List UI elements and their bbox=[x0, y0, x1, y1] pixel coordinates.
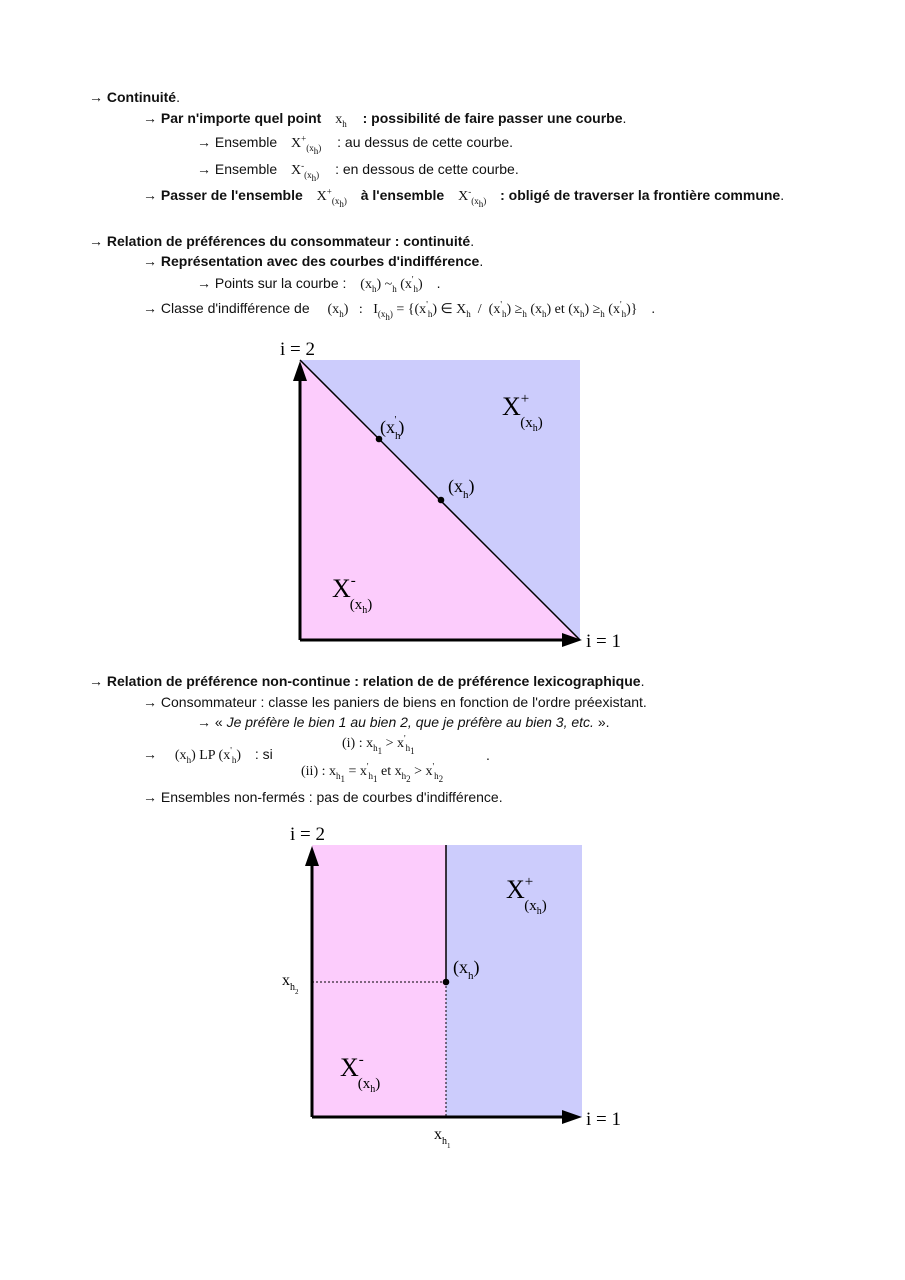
math-xminus: $X^-_{(x_h)}$ bbox=[291, 160, 320, 183]
pass-b: à l'ensemble bbox=[360, 187, 445, 203]
xplus-label: X+ (xh) bbox=[506, 874, 547, 917]
cond-i: (i) : $x_{h_1} > x'_{h_1}$ bbox=[342, 733, 415, 756]
point-xh-prime-label: ($x_h'$ ) bbox=[380, 415, 405, 442]
arrow-icon: → bbox=[197, 275, 211, 291]
ensemble-word: Ensemble bbox=[214, 134, 278, 150]
x-axis-label: i = 1 bbox=[586, 631, 621, 652]
above-text: : au dessus de cette courbe. bbox=[337, 134, 514, 150]
quote-text: Je préfère le bien 1 au bien 2, que je préfère au bien 3, etc. bbox=[226, 714, 594, 730]
nonfermes-text: Ensembles non-fermés : pas de courbes d'indifférence. bbox=[160, 789, 503, 805]
arrow-icon: → bbox=[89, 89, 103, 105]
math-indiff: $(x_h)$ $\sim_h$ $(x'_h)$ bbox=[360, 274, 423, 294]
sec1-heading: → Continuité. bbox=[89, 89, 180, 105]
sec3-heading: → Relation de préférence non-continue : relation de de préférence lexicographique. bbox=[89, 673, 645, 689]
arrow-icon: → bbox=[143, 789, 157, 805]
arrow-icon: → bbox=[197, 714, 211, 730]
sec3-lp bbox=[143, 745, 273, 765]
xminus-label: X-(xh) bbox=[332, 573, 373, 616]
sec1-line1-b: : possibilité de faire passer une courbe bbox=[362, 110, 623, 126]
arrow-icon: → bbox=[143, 253, 157, 269]
cond-ii: (ii) : $x_{h_1} = x'_{h_1}$ et $x_{h_2} > x'_{h_2}$ bbox=[301, 761, 444, 784]
points-text: Points sur la courbe : bbox=[214, 275, 347, 291]
math-xminus: $X^-_{(x_h)}$ bbox=[458, 186, 487, 209]
sec1-line1-a: Par n'importe quel point bbox=[160, 110, 322, 126]
point-xh bbox=[443, 979, 450, 986]
arrow-icon: → bbox=[197, 134, 211, 150]
xminus-label: X-(xh) bbox=[340, 1052, 381, 1095]
sec3-quote: → « Je préfère le bien 1 au bien 2, que je préfère au bien 3, etc. ». bbox=[197, 714, 610, 730]
sec2-rep: → Représentation avec des courbes d'indifférence. bbox=[143, 253, 484, 269]
point-xh-label: $(x_h)$ bbox=[448, 476, 475, 501]
math-xplus: $X^+_{(x_h)}$ bbox=[316, 186, 347, 209]
point-xh bbox=[438, 497, 445, 504]
sec2-heading: → Relation de préférences du consommateur : continuité. bbox=[89, 233, 475, 249]
sec2-title: Relation de préférences du consommateur : continuité bbox=[106, 233, 471, 249]
classe-text: Classe d'indifférence de bbox=[160, 300, 310, 316]
point-xh-label: $(x_h)$ bbox=[453, 957, 480, 982]
arrow-icon: → bbox=[143, 187, 157, 203]
arrow-icon: → bbox=[143, 110, 157, 126]
sec1-title: Continuité bbox=[106, 89, 177, 105]
sec1-pass: → Passer de l'ensemble $X^+_{(x_h)}$ à l'ensemble $X^-_{(x_h)}$ : obligé de traverser la frontière commune. bbox=[143, 186, 785, 209]
consumer-text: Consommateur : classe les paniers de biens en fonction de l'ordre préexistant. bbox=[160, 694, 647, 710]
arrow-icon: → bbox=[143, 300, 157, 316]
arrow-icon: → bbox=[89, 673, 103, 689]
rep-text: Représentation avec des courbes d'indifférence bbox=[160, 253, 480, 269]
math-classe: $(x_h)$ : $I_{(x_h)} = \{(x'_h)$ ∈ $X_h / (x'_h) \ge_h$ $(x_h)$ et $(x_h) \ge_h$ $(x'_h)$} . bbox=[327, 299, 655, 322]
math-xplus: $X^+_{(x_h)}$ bbox=[291, 133, 322, 156]
y-axis-label: i = 2 bbox=[290, 824, 325, 845]
math-xh: $x_h$ bbox=[335, 112, 347, 129]
si-text: : si bbox=[254, 746, 273, 762]
sec1-line1: → Par n'importe quel point $x_h$ : possibilité de faire passer une courbe. bbox=[143, 110, 627, 129]
sec1-above bbox=[197, 133, 514, 156]
x-tick-xh1: $x_{h1}$ bbox=[434, 1126, 451, 1150]
pass-a: Passer de l'ensemble bbox=[160, 187, 303, 203]
arrow-icon: → bbox=[197, 161, 211, 177]
sec1-below bbox=[197, 160, 519, 183]
math-lp: $(x_h)$ LP $(x'_h)$ bbox=[174, 745, 242, 765]
ensemble-word: Ensemble bbox=[214, 161, 278, 177]
sec2-points: → Points sur la courbe : $(x_h)$ $\sim_h$ $(x'_h)$ . bbox=[197, 274, 441, 294]
arrow-icon: → bbox=[89, 233, 103, 249]
y-axis-label: i = 2 bbox=[280, 339, 315, 360]
sec3-nonfermes bbox=[143, 788, 503, 806]
pass-c: : obligé de traverser la frontière commune bbox=[500, 187, 781, 203]
sec3-title: Relation de préférence non-continue : relation de de préférence lexicographique bbox=[106, 673, 641, 689]
graph-lexicographic bbox=[270, 820, 640, 1155]
below-text: : en dessous de cette courbe. bbox=[335, 161, 519, 177]
arrow-icon: → bbox=[143, 746, 157, 762]
xplus-label: X+ (xh) bbox=[502, 391, 543, 434]
sec2-classe bbox=[143, 299, 655, 322]
y-tick-xh2: $x_{h2}$ bbox=[282, 972, 299, 996]
graph-continuous bbox=[270, 335, 640, 655]
sec3-consumer bbox=[143, 693, 647, 711]
x-axis-label: i = 1 bbox=[586, 1109, 621, 1130]
arrow-icon: → bbox=[143, 694, 157, 710]
